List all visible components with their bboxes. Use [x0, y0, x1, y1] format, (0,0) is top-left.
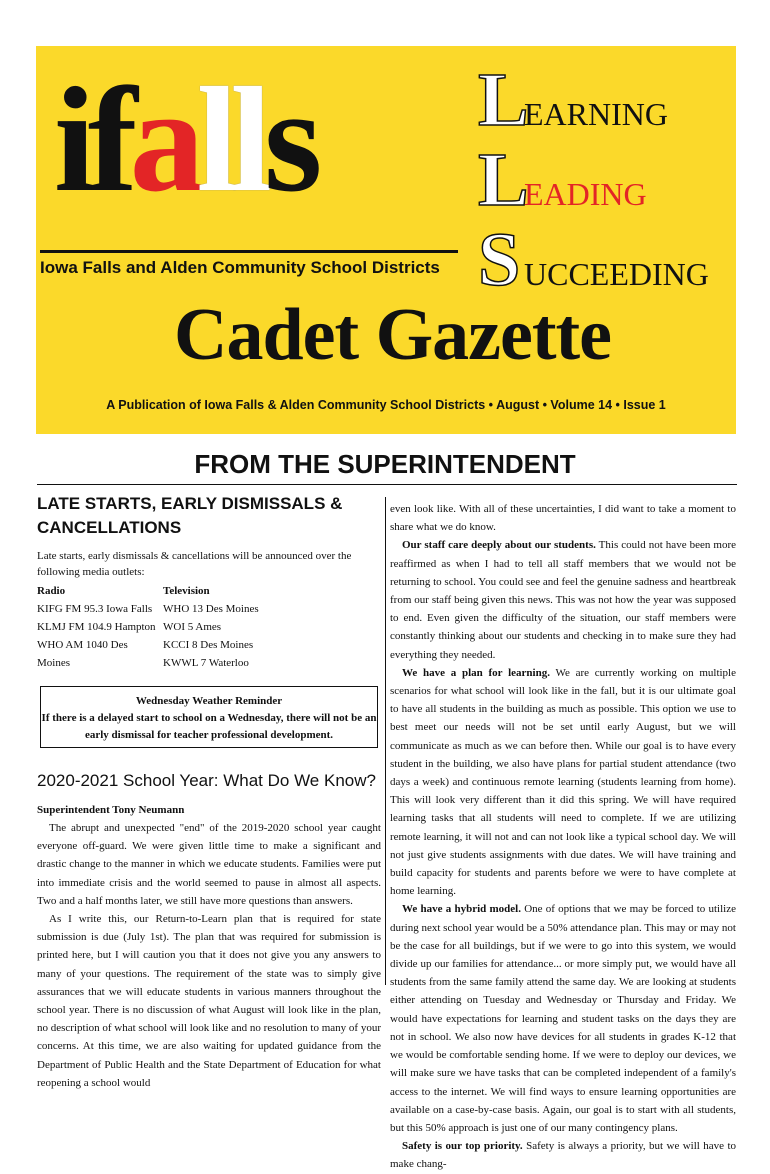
- motto-rest: EARNING: [524, 96, 668, 132]
- weather-reminder-box: [40, 686, 378, 748]
- motto-cap: L: [478, 138, 529, 222]
- section-divider: [37, 484, 737, 485]
- districts-banner: [40, 250, 458, 283]
- motto-learning: [478, 60, 736, 140]
- article-byline: Superintendent Tony Neumann: [37, 804, 185, 816]
- masthead: [36, 46, 736, 434]
- motto-cap: L: [478, 58, 529, 142]
- article-paragraph: [390, 1137, 736, 1173]
- article-paragraph: even look like. With all of these uncertainties, I did want to take a moment to share what we do know.: [390, 503, 736, 534]
- paragraph-body: This could not have been more reaffirmed as when I had to tell all staff members that we would not be returning to school. You could see and feel the genuine sadness and heartbreak from our staff being given this news. This was not how the year was supposed to end. Even given the difficulty of the situation, our staff members were constantly thinking about our students and checking in to make sure they had everything they needed.: [390, 539, 736, 661]
- tv-list: [163, 582, 343, 672]
- radio-station: KIFG FM 95.3 Iowa Falls: [37, 603, 153, 615]
- paragraph-lead: We have a plan for learning.: [402, 666, 550, 679]
- article-paragraph: [390, 664, 736, 901]
- motto-leading: [478, 140, 736, 220]
- radio-station: WHO AM 1040 Des Moines: [37, 639, 128, 669]
- motto-succeeding: [478, 220, 736, 300]
- tv-station: KWWL 7 Waterloo: [163, 657, 249, 669]
- late-starts-heading: LATE STARTS, EARLY DISMISSALS & CANCELLATIONS: [37, 494, 343, 537]
- article-paragraph: As I write this, our Return-to-Learn plan that is required for state submission is due (July 1st). The plan that was required for submission is printed here, but I will caution you that it does not give you any answers to many of your questions. The requirement of the state was to simply give assurances that we will educate students in various manners throughout the school year. There is no discussion of what August will look like in the plan, no description of what school will look like and no resolution to many of your concerns. At this time, we are also waiting for updated guidance from the Department of Public Health and the State Department of Education for what reopening a school would: [37, 913, 382, 1089]
- paragraph-lead: Safety is our top priority.: [402, 1140, 523, 1153]
- article-paragraph: [390, 900, 736, 1137]
- paragraph-lead: We have a hybrid model.: [402, 903, 521, 916]
- tv-station: WOI 5 Ames: [163, 621, 222, 633]
- motto-rest: UCCEEDING: [524, 256, 709, 292]
- logo-letter-s: s: [264, 57, 315, 223]
- newsletter-title: Cadet Gazette: [174, 294, 611, 376]
- paragraph-body: One of options that we may be forced to utilize during next school year would be a 50% attendance plan. This may or may not be the case for all buildings, but if we were to go into this system, we would divide up our families for attendance... or more simply put, we would have all students from the same family attend the same day. We are looking at students either attending on Tuesday and Wednesday or Thursday and Friday. We would have expectations for learning and student tasks on the days they are not in school. We also now have devices for all students in grades K-12 that we would be comfortable sending home. If we were to deploy our devices, we will make sure we have tasks that can be completed independent of a family's access to the internet. We will find ways to ensure learning opportunities are available on a case-by-case basis. Again, our goal is to start with all students, but this 50% approach is just one of our many contingency plans.: [390, 903, 736, 1134]
- article-paragraph: [390, 536, 736, 663]
- motto-cap: S: [478, 218, 521, 302]
- logo-letters-ll: ll: [196, 57, 264, 223]
- paragraph-body: Safety is always a priority, but we will have to make chang-: [390, 1140, 736, 1171]
- radio-list: [37, 582, 163, 672]
- tv-label: Television: [163, 585, 210, 597]
- column-divider: [385, 497, 386, 985]
- logo-letter-a: a: [129, 57, 197, 223]
- weather-reminder-title: Wednesday Weather Reminder: [135, 695, 283, 707]
- districts-label: Iowa Falls and Alden Community School Districts: [40, 258, 440, 277]
- radio-label: Radio: [37, 585, 66, 597]
- left-column: [37, 492, 381, 1092]
- paragraph-lead: Our staff care deeply about our students.: [402, 539, 596, 552]
- tv-station: WHO 13 Des Moines: [163, 603, 259, 615]
- logo-letter-f: f: [87, 57, 130, 223]
- learning-leading-succeeding: [478, 60, 736, 300]
- ifalls-logo: [54, 57, 315, 223]
- article-heading: 2020-2021 School Year: What Do We Know?: [37, 771, 376, 790]
- paragraph-body: We are currently working on multiple scenarios for what school will look like in the fall, but it is our ultimate goal to have all students in the building as much as possible. This option we use to best meet our needs will not be set until early August, but we will communicate as much as we can before then. While our goal is to have every student in the building, we also have plans for partial student attendance (two days a week) and continuous remote learning (students learning from home). This will look very different than it did this spring. We will have required learning tasks that all students will need to complete. If we are utilizing remote learning, it will not and can not look like a typical school day. We will not just give students assignments with due dates. We will have training and build capacity for students and parents before we were to have complete at home learning.: [390, 666, 736, 898]
- section-title: FROM THE SUPERINTENDENT: [194, 449, 576, 479]
- motto-rest: EADING: [524, 176, 647, 212]
- media-outlets: [37, 582, 381, 672]
- late-starts-intro: Late starts, early dismissals & cancellations will be announced over the following media outlets:: [37, 550, 352, 578]
- right-column: [390, 500, 736, 1174]
- radio-station: KLMJ FM 104.9 Hampton: [37, 621, 156, 633]
- publication-line: A Publication of Iowa Falls & Alden Community School Districts • August • Volume 14 • Issue 1: [106, 398, 666, 412]
- tv-station: KCCI 8 Des Moines: [163, 639, 254, 651]
- weather-reminder-body: If there is a delayed start to school on a Wednesday, there will not be an early dismissal for teacher professional development.: [41, 712, 377, 741]
- article-paragraph: The abrupt and unexpected "end" of the 2019-2020 school year caught everyone off-guard. We were given little time to make a significant and drastic change to the manner in which we educate students. Families were put into immediate crisis and the world seemed to pause in almost all aspects. Two and a half months later, we still have more questions than answers.: [37, 822, 381, 907]
- logo-letter-i: i: [54, 57, 88, 223]
